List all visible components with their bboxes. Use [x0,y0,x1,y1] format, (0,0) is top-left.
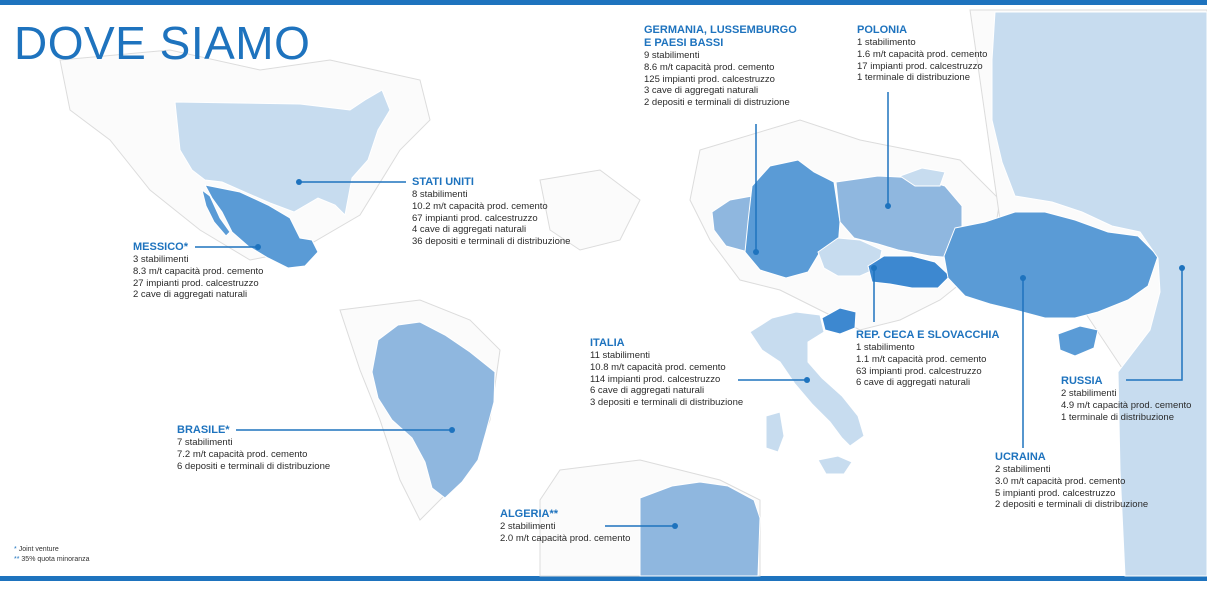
stat-line: 125 impianti prod. calcestruzzo [644,73,775,85]
dot-brasile [449,427,455,433]
country-name: POLONIA [857,24,908,36]
label-stati-uniti [412,176,570,248]
stat-line: 2 stabilimenti [995,464,1051,475]
stat-line: 2 depositi e terminali di distribuzione [995,499,1149,511]
stat-line: 17 impianti prod. calcestruzzo [857,60,983,72]
footnote-mark: ** [14,556,20,563]
label-germania [644,24,797,109]
stat-line: 1.1 m/t capacità prod. cemento [856,353,987,365]
dot-polonia [885,203,891,209]
label-messico [133,241,263,301]
sardinia-shape [766,412,784,452]
stat-line: 2 stabilimenti [1061,388,1117,399]
stat-line: 6 cave di aggregati naturali [590,385,705,397]
footnote-minority-stake [14,555,90,564]
footnote-text: Joint venture [18,546,59,553]
stat-line: 2 cave di aggregati naturali [133,289,248,301]
stat-line: 2 depositi e terminali di distruzione [644,97,790,109]
country-name-line2: E PAESI BASSI [644,37,724,49]
stat-line: 3 stabilimenti [133,254,189,265]
stat-line: 3 cave di aggregati naturali [644,85,759,97]
country-name: REP. CECA E SLOVACCHIA [856,329,1000,341]
dot-ucraina [1020,275,1026,281]
label-italia [590,337,743,409]
crimea-shape [1058,326,1098,356]
stat-line: 1 stabilimento [856,342,915,353]
label-russia [1061,375,1191,423]
stat-line: 2 stabilimenti [500,521,556,532]
dot-russia [1179,265,1185,271]
stat-line: 10.2 m/t capacità prod. cemento [412,200,548,212]
stat-line: 11 stabilimenti [590,350,651,361]
dot-algeria [672,523,678,529]
stat-line: 1 terminale di distribuzione [1061,411,1175,423]
label-polonia [857,24,987,84]
dot-stati-uniti [296,179,302,185]
stat-line: 36 depositi e terminali di distribuzione [412,236,571,248]
stat-line: 4 cave di aggregati naturali [412,224,527,236]
dot-germania [753,249,759,255]
bottom-rule [0,576,1207,581]
stat-line: 10.8 m/t capacità prod. cemento [590,361,726,373]
stat-line: 63 impianti prod. calcestruzzo [856,365,982,377]
footnote-joint-venture [14,545,59,554]
label-rep-ceca [856,329,999,389]
stat-line: 1 stabilimento [857,37,916,48]
stat-line: 27 impianti prod. calcestruzzo [133,277,259,289]
stat-line: 67 impianti prod. calcestruzzo [412,212,538,224]
stat-line: 7 stabilimenti [177,437,233,448]
stat-line: 6 depositi e terminali di distribuzione [177,460,331,472]
country-name: MESSICO* [133,241,189,253]
top-rule [0,0,1207,5]
stat-line: 1 terminale di distribuzione [857,72,971,84]
label-algeria [500,508,630,545]
sicily-shape [818,456,852,474]
country-name: BRASILE* [177,424,230,436]
country-name: UCRAINA [995,451,1046,463]
stat-line: 6 cave di aggregati naturali [856,377,971,389]
label-ucraina [995,451,1148,511]
stat-line: 9 stabilimenti [644,50,700,61]
stat-line: 8.6 m/t capacità prod. cemento [644,61,775,73]
country-name: RUSSIA [1061,375,1103,387]
stat-line: 3.0 m/t capacità prod. cemento [995,475,1126,487]
country-name: GERMANIA, LUSSEMBURGO [644,24,797,36]
page-title: DOVE SIAMO [14,17,311,69]
dot-italia [804,377,810,383]
country-name: ALGERIA** [500,508,559,520]
country-name: STATI UNITI [412,176,474,188]
stat-line: 8 stabilimenti [412,189,468,200]
stat-line: 1.6 m/t capacità prod. cemento [857,48,988,60]
footnote-mark: * [14,546,17,553]
stat-line: 8.3 m/t capacità prod. cemento [133,265,264,277]
stat-line: 3 depositi e terminali di distribuzione [590,397,744,409]
stat-line: 114 impianti prod. calcestruzzo [590,373,721,385]
algeria-shape [640,482,760,576]
footnote-text: 35% quota minoranza [21,556,90,563]
dot-rep-ceca [871,265,877,271]
country-name: ITALIA [590,337,625,349]
stat-line: 7.2 m/t capacità prod. cemento [177,448,308,460]
label-brasile [177,424,330,472]
stat-line: 4.9 m/t capacità prod. cemento [1061,399,1192,411]
stat-line: 5 impianti prod. calcestruzzo [995,487,1116,499]
stat-line: 2.0 m/t capacità prod. cemento [500,532,631,544]
